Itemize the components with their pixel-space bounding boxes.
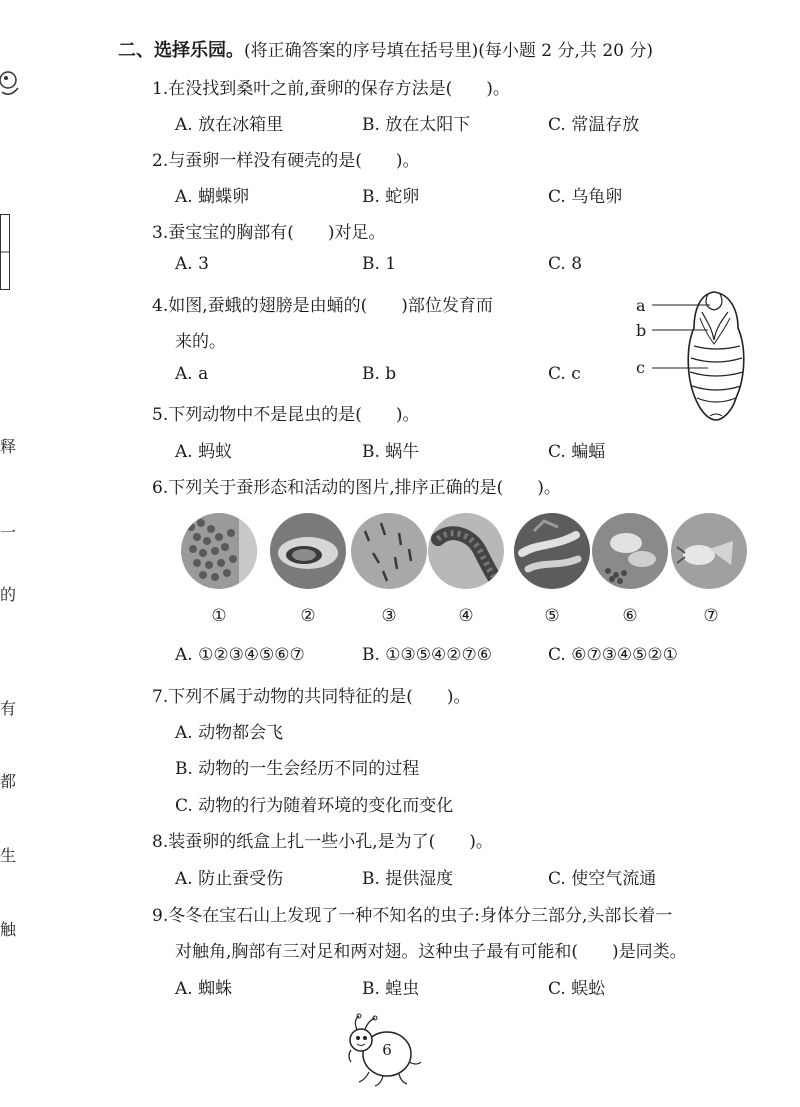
edge-fragment: 一: [0, 523, 17, 542]
option-c: C. ⑥⑦③④⑤②①: [548, 645, 678, 665]
option-a: A. 防止蚕受伤: [175, 869, 284, 889]
photo-larvae-on-leaf: [351, 513, 427, 589]
option-c: C. c: [548, 364, 581, 384]
photo-silkworm: [428, 513, 504, 589]
edge-fragment: 触: [0, 920, 17, 939]
option-b: B. 1: [362, 254, 397, 274]
question-stem: 3.蚕宝宝的胸部有( )对足。: [152, 223, 386, 243]
silkworm-pupa-diagram: [650, 288, 760, 424]
option-a: A. ①②③④⑤⑥⑦: [175, 645, 305, 665]
option-b: B. 动物的一生会经历不同的过程: [175, 759, 420, 779]
photo-number: ②: [300, 606, 316, 626]
question-stem-continued: 对触角,胸部有三对足和两对翅。这种虫子最有可能和( )是同类。: [175, 942, 687, 962]
option-a: A. 蝴蝶卵: [175, 187, 250, 207]
section-heading: 二、选择乐园。: [118, 40, 244, 61]
photo-moths-laying-eggs: [592, 513, 668, 589]
option-b: B. ①③⑤④②⑦⑥: [362, 645, 492, 665]
option-a: A. 动物都会飞: [175, 723, 284, 743]
option-b: B. 蛇卵: [362, 187, 420, 207]
edge-fragment: 都: [0, 772, 17, 791]
pupa-label-a: a: [636, 296, 646, 315]
option-b: B. 提供湿度: [362, 869, 454, 889]
photo-eggs: [181, 513, 257, 589]
section-instruction: (将正确答案的序号填在括号里)(每小题 2 分,共 20 分): [244, 41, 653, 61]
photo-cocoon: [270, 513, 346, 589]
question-stem-continued: 来的。: [175, 332, 226, 352]
section-title: [118, 36, 653, 62]
question-stem: 8.装蚕卵的纸盒上扎一些小孔,是为了( )。: [152, 832, 493, 852]
edge-fragment: 有: [0, 699, 17, 718]
option-a: A. 蚂蚁: [175, 442, 233, 462]
edge-fragment: 的: [0, 585, 17, 604]
question-stem: 2.与蚕卵一样没有硬壳的是( )。: [152, 151, 420, 171]
option-b: B. 蜗牛: [362, 442, 420, 462]
photo-number: ⑦: [703, 606, 719, 626]
edge-fragment: 生: [0, 846, 17, 865]
photo-number: ③: [381, 606, 397, 626]
option-c: C. 8: [548, 254, 583, 274]
table-frame-fragment: [0, 214, 14, 290]
question-stem: 4.如图,蚕蛾的翅膀是由蛹的( )部位发育而: [152, 296, 493, 316]
pupa-label-b: b: [636, 321, 647, 340]
photo-number: ⑤: [544, 606, 560, 626]
option-c: C. 乌龟卵: [548, 187, 623, 207]
option-b: B. b: [362, 364, 397, 384]
option-c: C. 动物的行为随着环境的变化而变化: [175, 796, 454, 816]
question-stem: 7.下列不属于动物的共同特征的是( )。: [152, 687, 471, 707]
pupa-label-c: c: [636, 358, 645, 377]
option-a: A. 蜘蛛: [175, 979, 233, 999]
option-b: B. 蝗虫: [362, 979, 420, 999]
question-stem: 9.冬冬在宝石山上发现了一种不知名的虫子:身体分三部分,头部长着一: [152, 906, 673, 926]
option-c: C. 使空气流通: [548, 869, 657, 889]
question-stem: 6.下列关于蚕形态和活动的图片,排序正确的是( )。: [152, 478, 561, 498]
option-c: C. 蜈蚣: [548, 979, 606, 999]
option-b: B. 放在太阳下: [362, 115, 471, 135]
photo-silkworms-eating: [514, 513, 590, 589]
option-a: A. 3: [175, 254, 209, 274]
photo-moth-emerging: [671, 513, 747, 589]
photo-number: ①: [211, 606, 227, 626]
option-c: C. 常温存放: [548, 115, 640, 135]
photo-number: ④: [458, 606, 474, 626]
question-stem: 1.在没找到桑叶之前,蚕卵的保存方法是( )。: [152, 79, 510, 99]
question-stem: 5.下列动物中不是昆虫的是( )。: [152, 405, 420, 425]
option-a: A. a: [175, 364, 209, 384]
option-a: A. 放在冰箱里: [175, 115, 284, 135]
option-c: C. 蝙蝠: [548, 442, 606, 462]
page-number: 6: [382, 1041, 392, 1059]
photo-number: ⑥: [622, 606, 638, 626]
edge-fragment: 释: [0, 437, 17, 456]
mascot-fragment-icon: [0, 64, 26, 104]
